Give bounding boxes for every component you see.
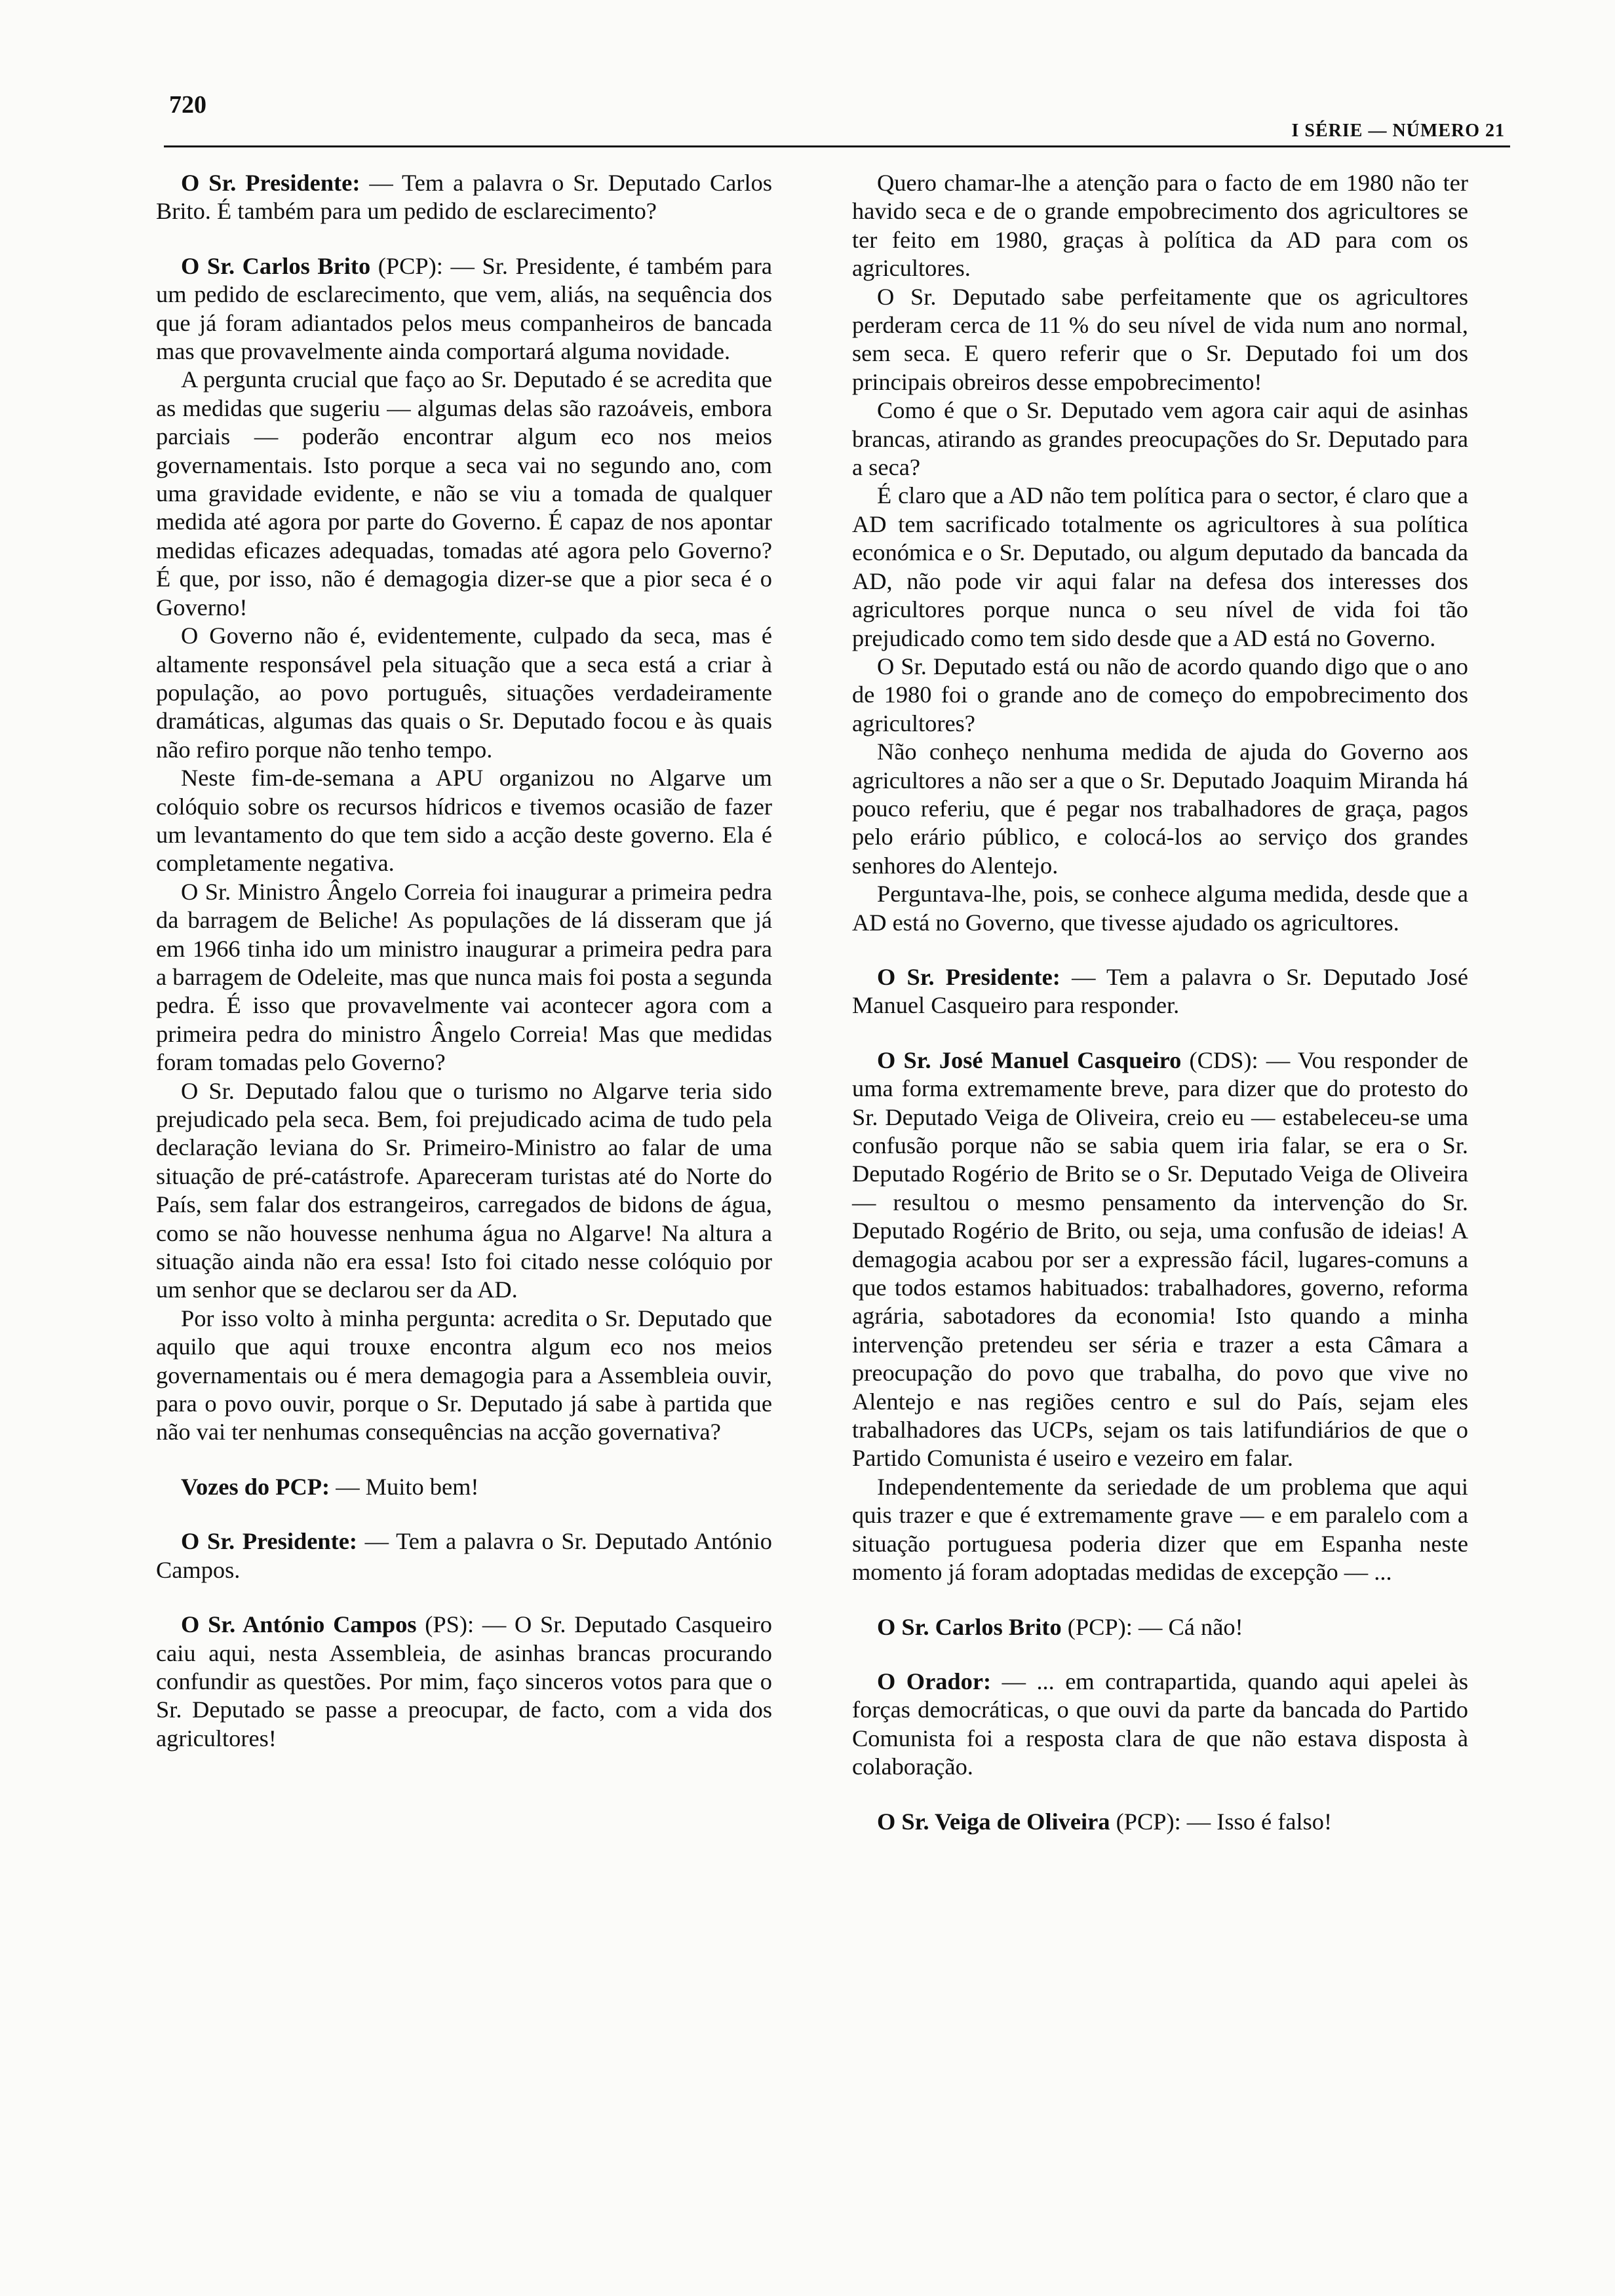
body-paragraph: O Governo não é, evidentemente, culpado da seca, mas é altamente responsável pela situação que a seca está a criar à população, ao povo português, situações verdadeiramente dramáticas, algumas das quais o Sr. Deputado focou e às quais não refiro porque não tenho tempo. xyxy=(156,622,772,763)
series-header: I SÉRIE — NÚMERO 21 xyxy=(1291,121,1505,141)
speaker-name: O Orador: xyxy=(877,1668,992,1694)
body-paragraph: Independentemente da seriedade de um problema que aqui quis trazer e que é extremamente grave — e em paralelo com a situação portuguesa poderia dizer que em Espanha neste momento já foram adoptadas medidas de excepção — ... xyxy=(852,1473,1468,1586)
speaker-paragraph xyxy=(852,1613,1468,1641)
speaker-name: O Sr. Carlos Brito xyxy=(877,1613,1062,1640)
speaker-paragraph xyxy=(156,252,772,366)
speaker-paragraph xyxy=(156,1611,772,1753)
left-column xyxy=(156,169,772,1753)
speaker-paragraph xyxy=(156,169,772,226)
body-paragraph: É claro que a AD não tem política para o sector, é claro que a AD tem sacrificado totalmente os agricultores à sua política económica e o Sr. Deputado, ou algum deputado da bancada da AD, não pode vir aqui falar na defesa dos interesses dos agricultores porque nunca o seu nível de vida foi tão prejudicado como tem sido desde que a AD está no Governo. xyxy=(852,482,1468,651)
speaker-name: O Sr. Carlos Brito xyxy=(181,252,371,279)
speaker-name: O Sr. Presidente: xyxy=(181,1528,357,1555)
body-paragraph: Quero chamar-lhe a atenção para o facto de em 1980 não ter havido seca e de o grande empobrecimento dos agricultores se ter feito em 1980, graças à política da AD para com os agricultores. xyxy=(852,170,1468,282)
speaker-name: O Sr. José Manuel Casqueiro xyxy=(877,1046,1182,1073)
speaker-paragraph xyxy=(852,1668,1468,1782)
body-paragraph: Neste fim-de-semana a APU organizou no Algarve um colóquio sobre os recursos hídricos e tivemos ocasião de fazer um levantamento do que tem sido a acção deste governo. Ela é completamente negativa. xyxy=(156,765,772,877)
speech-text: — Tem a palavra o Sr. Deputado António Campos. xyxy=(156,1528,772,1583)
right-column xyxy=(852,169,1468,1836)
speech-text: (PCP): — Cá não! xyxy=(1061,1613,1243,1640)
body-paragraph: O Sr. Deputado falou que o turismo no Algarve teria sido prejudicado pela seca. Bem, foi prejudicado acima de tudo pela declaração leviana do Sr. Primeiro-Ministro ao falar de uma situação de pré-catástrofe. Apareceram turistas até do Norte do País, sem falar dos estrangeiros, carregados de bidons de água, como se não houvesse nenhuma água no Algarve! Na altura a situação ainda não era essa! Isto foi citado nesse colóquio por um senhor que se declarou ser da AD. xyxy=(156,1077,772,1303)
body-paragraph: Não conheço nenhuma medida de ajuda do Governo aos agricultores a não ser a que o Sr. Deputado Joaquim Miranda há pouco referiu, que é pegar nos trabalhadores de graça, pagos pelo erário público, e colocá-los ao serviço dos grandes senhores do Alentejo. xyxy=(852,738,1468,879)
speaker-name: O Sr. António Campos xyxy=(181,1611,417,1638)
header-rule xyxy=(164,145,1510,147)
body-paragraph: O Sr. Deputado está ou não de acordo quando digo que o ano de 1980 foi o grande ano de começo do empobrecimento dos agricultores? xyxy=(852,653,1468,737)
page-number: 720 xyxy=(169,91,206,119)
speaker-name: Vozes do PCP: xyxy=(181,1473,330,1500)
speech-text: — Muito bem! xyxy=(330,1473,479,1500)
speaker-paragraph xyxy=(852,963,1468,1020)
body-paragraph: Por isso volto à minha pergunta: acredita o Sr. Deputado que aquilo que aqui trouxe encontra algum eco nos meios governamentais ou é mera demagogia para a Assembleia ouvir, para o povo ouvir, porque o Sr. Deputado já sabe à partida que não vai ter nenhumas consequências na acção governativa? xyxy=(156,1305,772,1445)
speaker-paragraph xyxy=(156,1473,772,1501)
speech-text: — ... em contrapartida, quando aqui apelei às forças democráticas, o que ouvi da parte da bancada do Partido Comunista foi a resposta clara de que não estava disposta à colaboração. xyxy=(852,1668,1469,1780)
speaker-name: O Sr. Presidente: xyxy=(181,170,360,196)
speech-text: (PCP): — Sr. Presidente, é também para um pedido de esclarecimento, que vem, aliás, na sequência dos que já foram adiantados pelos meus companheiros de bancada mas que provavelmente ainda comportará alguma novidade. xyxy=(156,252,772,365)
body-paragraph: Perguntava-lhe, pois, se conhece alguma medida, desde que a AD está no Governo, que tivesse ajudado os agricultores. xyxy=(852,881,1468,936)
speaker-paragraph xyxy=(156,1527,772,1584)
body-paragraph: O Sr. Ministro Ângelo Correia foi inaugurar a primeira pedra da barragem de Beliche! As populações de lá disseram que já em 1966 tinha ido um ministro inaugurar a primeira pedra para a barragem de Odeleite, mas que nunca mais foi posta a segunda pedra. É isso que provavelmente vai acontecer agora com a primeira pedra do ministro Ângelo Correia! Mas que medidas foram tomadas pelo Governo? xyxy=(156,878,772,1076)
speech-text: — Tem a palavra o Sr. Deputado José Manuel Casqueiro para responder. xyxy=(852,963,1468,1019)
speech-text: (CDS): — Vou responder de uma forma extremamente breve, para dizer que do protesto do Sr. Deputado Veiga de Oliveira, creio eu — estabeleceu-se uma confusão porque não se sabia quem iria falar, se era o Sr. Deputado Rogério de Brito se o Sr. Deputado Veiga de Oliveira — resultou o mesmo pensamento da intervenção do Sr. Deputado Rogério de Brito, ou seja, uma confusão de ideias! A demagogia acabou por ser a expressão fácil, lugares-comuns a que todos estamos habituados: trabalhadores, governo, reforma agrária, sabotadores da economia! Isto quando a minha intervenção pretendeu ser séria e trazer a esta Câmara a preocupação do povo que trabalha, do povo que vive no Alentejo e nas regiões centro e sul do País, sejam eles trabalhadores das UCPs, sejam os tais latifundiários de que o Partido Comunista é useiro e vezeiro em falar. xyxy=(852,1046,1468,1472)
speaker-paragraph xyxy=(852,1046,1468,1473)
body-paragraph: O Sr. Deputado sabe perfeitamente que os agricultores perderam cerca de 11 % do seu nível de vida num ano normal, sem seca. E quero referir que o Sr. Deputado foi um dos principais obreiros desse empobrecimento! xyxy=(852,283,1468,395)
body-paragraph: A pergunta crucial que faço ao Sr. Deputado é se acredita que as medidas que sugeriu — algumas delas são razoáveis, embora parciais — poderão encontrar algum eco nos meios governamentais. Isto porque a seca vai no segundo ano, com uma gravidade evidente, e não se viu a tomada de qualquer medida até agora por parte do Governo. É capaz de nos apontar medidas eficazes adequadas, tomadas até agora pelo Governo? É que, por isso, não é demagogia dizer-se que a pior seca é o Governo! xyxy=(156,366,772,621)
speech-text: — Tem a palavra o Sr. Deputado Carlos Brito. É também para um pedido de esclarecimento? xyxy=(156,170,772,225)
speech-text: (PCP): — Isso é falso! xyxy=(1110,1808,1333,1835)
body-paragraph: Como é que o Sr. Deputado vem agora cair aqui de asinhas brancas, atirando as grandes preocupações do Sr. Deputado para a seca? xyxy=(852,397,1468,481)
speech-text: (PS): — O Sr. Deputado Casqueiro caiu aqui, nesta Assembleia, de asinhas brancas procurando confundir as questões. Por mim, faço sinceros votos para que o Sr. Deputado se passe a preocupar, de facto, com a vida dos agricultores! xyxy=(156,1611,772,1751)
speaker-paragraph xyxy=(852,1808,1468,1836)
speaker-name: O Sr. Veiga de Oliveira xyxy=(877,1808,1110,1835)
speaker-name: O Sr. Presidente: xyxy=(877,963,1060,990)
